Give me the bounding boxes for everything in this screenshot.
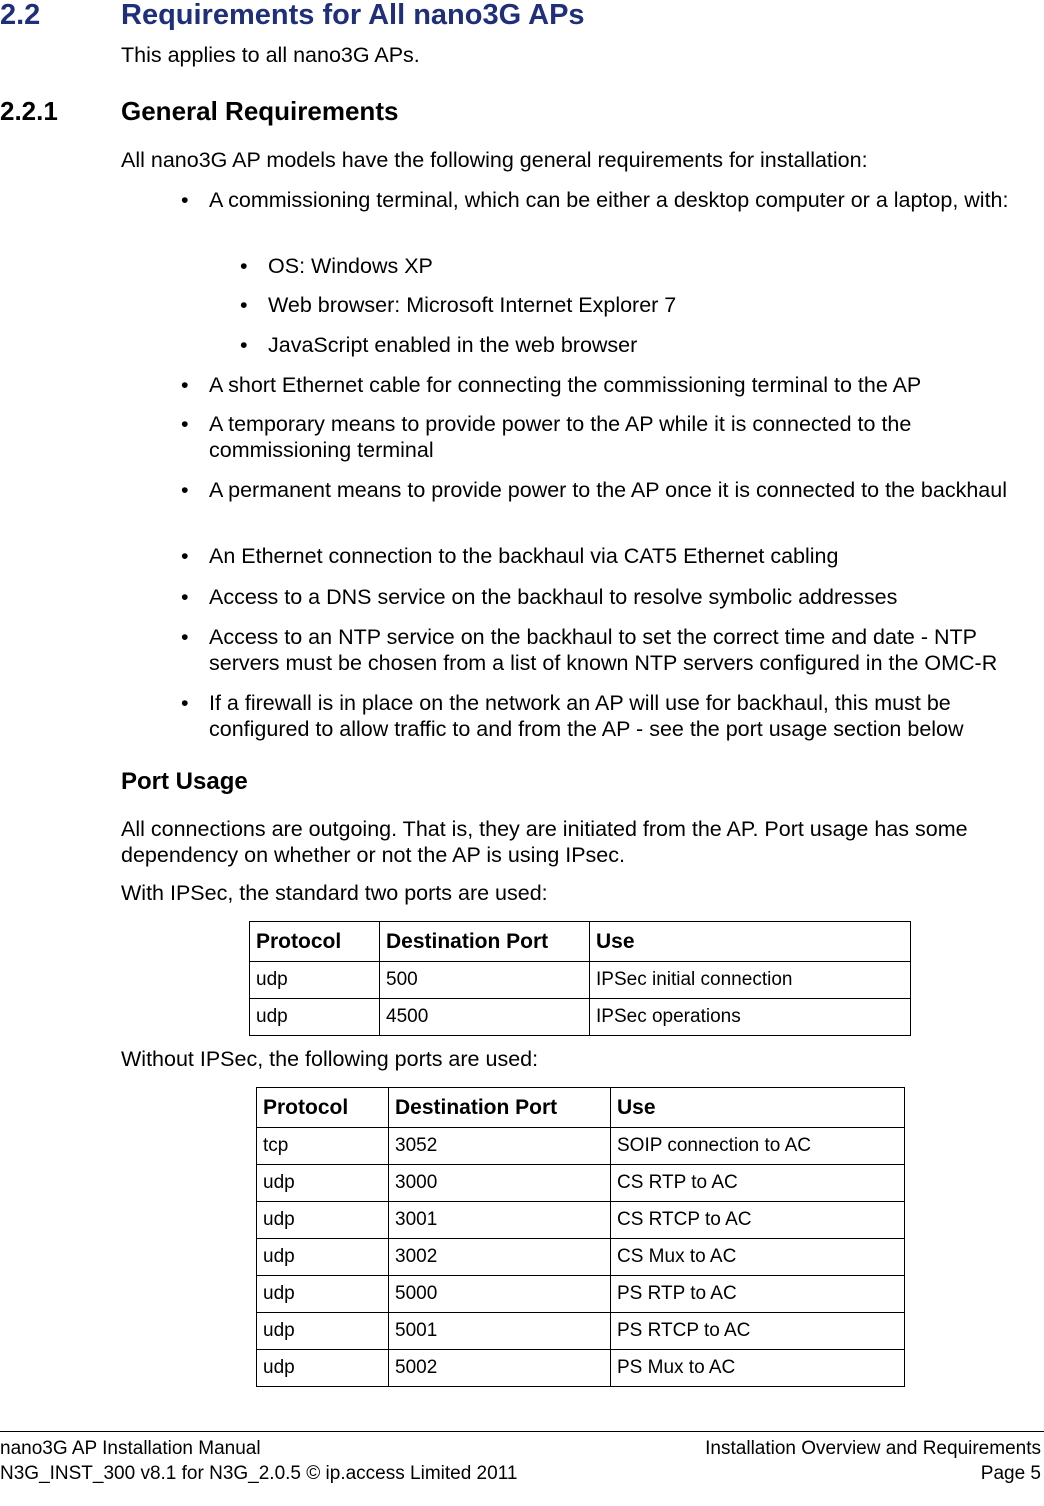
with-ipsec-intro: With IPSec, the standard two ports are used: (121, 881, 548, 905)
non-ipsec-ports-table (256, 1087, 905, 1387)
list-item (181, 690, 1041, 742)
table-row (257, 1165, 905, 1202)
use-cell: CS Mux to AC (611, 1239, 905, 1276)
bullet-marker: • (181, 188, 189, 212)
port-usage-heading: Port Usage (121, 768, 248, 795)
bullet-text: Access to an NTP service on the backhaul to set the correct time and date - NTP servers must be chosen from a list of known NTP servers configured in the OMC-R (209, 625, 998, 675)
column-header: Protocol (250, 922, 380, 962)
sub-list-item (240, 253, 1028, 279)
port-cell: 3052 (389, 1128, 611, 1165)
bullet-text: Web browser: Microsoft Internet Explorer 7 (268, 293, 677, 317)
bullet-text: A temporary means to provide power to the AP while it is connected to the commissioning terminal (209, 412, 912, 462)
table-row (257, 1128, 905, 1165)
section-title: Requirements for All nano3G APs (121, 0, 585, 31)
bullet-text: A short Ethernet cable for connecting the commissioning terminal to the AP (209, 373, 922, 397)
column-header: Destination Port (380, 922, 590, 962)
bullet-marker: • (181, 412, 189, 436)
ipsec-ports-table (249, 921, 911, 1036)
bullet-text: A permanent means to provide power to the AP once it is connected to the backhaul (209, 478, 1007, 502)
table-header-row (250, 922, 911, 962)
list-item (181, 543, 1041, 569)
port-cell: 5001 (389, 1313, 611, 1350)
bullet-marker: • (240, 333, 248, 357)
subsection-intro: All nano3G AP models have the following general requirements for installation: (121, 148, 868, 172)
bullet-marker: • (181, 478, 189, 502)
footer-page-number: Page 5 (980, 1463, 1041, 1484)
use-cell: PS RTCP to AC (611, 1313, 905, 1350)
protocol-cell: udp (257, 1313, 389, 1350)
bullet-text: Access to a DNS service on the backhaul to resolve symbolic addresses (209, 585, 898, 609)
bullet-marker: • (240, 254, 248, 278)
list-item (181, 411, 1041, 463)
table-row (257, 1202, 905, 1239)
table-row (257, 1276, 905, 1313)
protocol-cell: tcp (257, 1128, 389, 1165)
list-item (181, 477, 1041, 503)
footer-document-id: N3G_INST_300 v8.1 for N3G_2.0.5 © ip.access Limited 2011 (0, 1463, 518, 1484)
list-item (181, 584, 1041, 610)
port-cell: 3001 (389, 1202, 611, 1239)
use-cell: SOIP connection to AC (611, 1128, 905, 1165)
bullet-marker: • (181, 373, 189, 397)
port-usage-paragraph: All connections are outgoing. That is, they are initiated from the AP. Port usage has some dependency on whether or not the AP is using IPsec. (121, 817, 968, 867)
protocol-cell: udp (257, 1239, 389, 1276)
list-item (181, 372, 1041, 398)
table-row (257, 1350, 905, 1387)
table-row (257, 1313, 905, 1350)
column-header: Use (590, 922, 911, 962)
port-cell: 5000 (389, 1276, 611, 1313)
use-cell: PS RTP to AC (611, 1276, 905, 1313)
table-row (250, 962, 911, 999)
use-cell: PS Mux to AC (611, 1350, 905, 1387)
port-cell: 5002 (389, 1350, 611, 1387)
sub-list-item (240, 292, 1028, 318)
bullet-text: An Ethernet connection to the backhaul via CAT5 Ethernet cabling (209, 544, 839, 568)
protocol-cell: udp (250, 999, 380, 1036)
protocol-cell: udp (257, 1202, 389, 1239)
bullet-marker: • (181, 585, 189, 609)
section-intro: This applies to all nano3G APs. (121, 43, 420, 67)
table-row (250, 999, 911, 1036)
section-number: 2.2 (0, 0, 41, 31)
footer-chapter-title: Installation Overview and Requirements (705, 1438, 1041, 1459)
footer-manual-title: nano3G AP Installation Manual (0, 1438, 261, 1459)
protocol-cell: udp (257, 1276, 389, 1313)
footer-divider (0, 1431, 1044, 1432)
bullet-text: If a firewall is in place on the network an AP will use for backhaul, this must be configured to allow traffic to and from the AP - see the port usage section below (209, 691, 964, 741)
bullet-marker: • (181, 544, 189, 568)
column-header: Destination Port (389, 1088, 611, 1128)
table-row (257, 1239, 905, 1276)
subsection-title: General Requirements (121, 96, 399, 126)
use-cell: IPSec initial connection (590, 962, 911, 999)
bullet-marker: • (240, 293, 248, 317)
list-item (181, 624, 1041, 676)
subsection-number: 2.2.1 (0, 96, 58, 126)
column-header: Protocol (257, 1088, 389, 1128)
use-cell: CS RTCP to AC (611, 1202, 905, 1239)
protocol-cell: udp (250, 962, 380, 999)
port-cell: 3002 (389, 1239, 611, 1276)
port-cell: 3000 (389, 1165, 611, 1202)
bullet-text: OS: Windows XP (268, 254, 433, 278)
list-item (181, 187, 1041, 213)
without-ipsec-intro: Without IPSec, the following ports are used: (121, 1047, 539, 1071)
bullet-marker: • (181, 691, 189, 715)
use-cell: IPSec operations (590, 999, 911, 1036)
table-header-row (257, 1088, 905, 1128)
column-header: Use (611, 1088, 905, 1128)
sub-list-item (240, 332, 1028, 358)
port-cell: 4500 (380, 999, 590, 1036)
bullet-marker: • (181, 625, 189, 649)
use-cell: CS RTP to AC (611, 1165, 905, 1202)
port-cell: 500 (380, 962, 590, 999)
bullet-text: A commissioning terminal, which can be either a desktop computer or a laptop, with: (209, 188, 1009, 212)
protocol-cell: udp (257, 1350, 389, 1387)
bullet-text: JavaScript enabled in the web browser (268, 333, 638, 357)
protocol-cell: udp (257, 1165, 389, 1202)
